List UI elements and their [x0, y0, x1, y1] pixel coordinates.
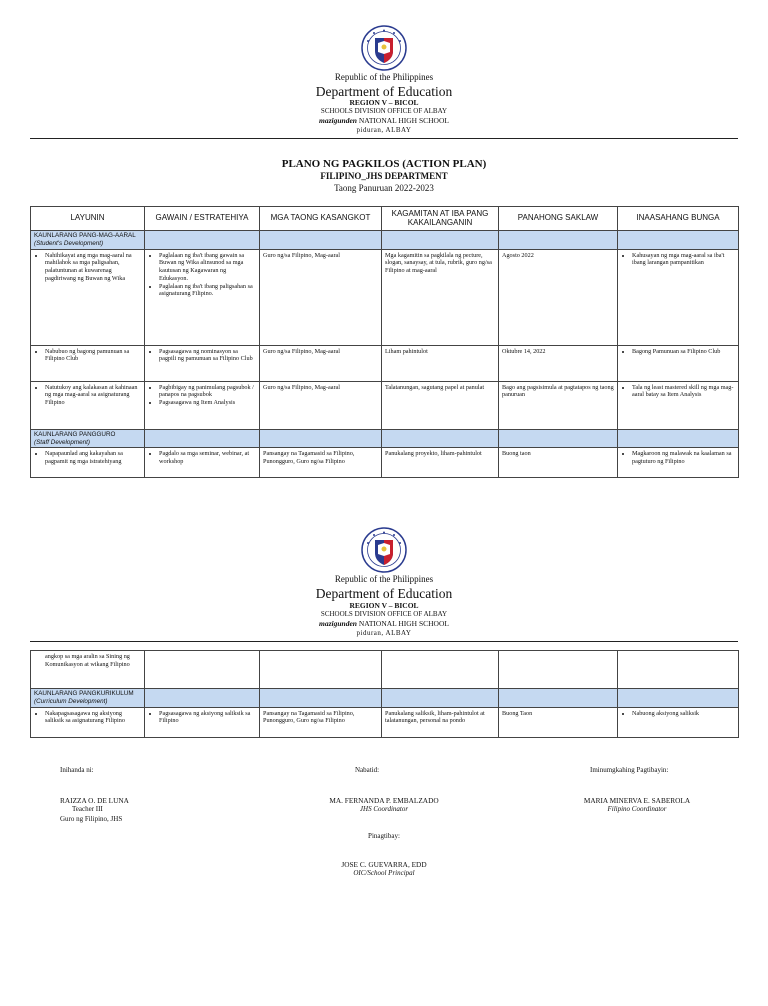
section-subtitle: (Staff Development)	[34, 438, 90, 446]
kagamitan-cell: Panukalang proyekto, liham-pahintulot	[382, 448, 499, 478]
bunga-item: • Tala ng least mastered skill ng mga mag-aaral batay sa Item Analysis	[632, 384, 735, 400]
table-row	[31, 448, 739, 478]
kasangkot-cell: Pansangay na Tagamasid sa Filipino, Punongguro, Guro ng/sa Filipino	[260, 707, 382, 737]
header-divider	[30, 641, 738, 642]
gawain-item: • Pagbibigay ng panimulang pagsubok / panapos na pagsubok	[159, 384, 256, 400]
section-title: KAUNLARANG PANG-MAG-AARAL	[34, 232, 136, 239]
republic-line: Republic of the Philippines	[334, 72, 434, 82]
layunin-item: • Napapaunlad ang kakayahan sa pagpamit ng mga istratehiyang	[45, 450, 141, 466]
department-line: Department of Education	[315, 84, 453, 99]
bunga-item: • Kahusayan ng mga mag-aaral sa iba't ibang larangan pampanitikan	[632, 252, 735, 268]
approved-label: Pinagtibay:	[368, 832, 400, 840]
action-plan-table	[30, 206, 739, 478]
kagamitan-cell: Talatanungan, sagutang papel at panulat	[382, 381, 499, 429]
gawain-item: • Pagsasagawa ng Item Analysis	[159, 399, 256, 407]
prepared-by-label: Inihanda ni:	[60, 766, 94, 774]
school-name: NATIONAL HIGH SCHOOL	[358, 116, 449, 125]
layunin-item: • Natutukoy ang kalakasan at kahinaan ng mga mag-aaral sa asignaturang Filipino	[45, 384, 141, 407]
republic-line: Republic of the Philippines	[334, 574, 434, 584]
column-header: MGA TAONG KASANGKOT	[260, 207, 382, 231]
recommended-block	[552, 796, 722, 815]
section-title: KAUNLARANG PANGGURO	[34, 430, 116, 438]
location-line: piduran, ALBAY	[356, 629, 412, 637]
column-header: KAGAMITAN AT IBA PANG KAKAILANGANIN	[382, 207, 499, 231]
section-subtitle: (Student's Development)	[34, 239, 104, 247]
gawain-item: • Pagsasagawa ng nominasyon sa pagpili ng pamunuan sa Filipino Club	[159, 348, 256, 364]
school-line	[0, 620, 768, 628]
kagamitan-cell: Liham pahintulot	[382, 345, 499, 381]
prepared-by-name: RAIZZA O. DE LUNA	[60, 796, 129, 805]
prepared-by-block	[60, 796, 129, 824]
table-row	[31, 651, 739, 689]
school-prefix: mazigunden	[319, 619, 357, 628]
approved-block	[0, 860, 768, 879]
plan-department: FILIPINO_JHS DEPARTMENT	[320, 171, 448, 181]
school-name: NATIONAL HIGH SCHOOL	[358, 619, 449, 628]
kagamitan-cell: Mga kagamitin sa pagkilala ng pecture, slogan, sanaysay, at tula, rubrik, guro ng/sa Filipino at mag-aaral	[382, 249, 499, 345]
region-line: REGION V – BICOL	[349, 98, 419, 107]
gawain-item: • Paglalaan ng iba't ibang paligsahan sa asignaturang Filipino.	[159, 283, 256, 299]
panahon-cell: Buong taon	[499, 448, 618, 478]
plan-school-year: Taong Panuruan 2022-2023	[334, 183, 434, 193]
panahon-cell: Agosto 2022	[499, 249, 618, 345]
column-header: PANAHONG SAKLAW	[499, 207, 618, 231]
recommended-label: Iminumgkahing Pagtibayin:	[590, 766, 669, 774]
panahon-cell: Oktubre 14, 2022	[499, 345, 618, 381]
table-row	[31, 345, 739, 381]
section-row-curriculum	[31, 689, 739, 708]
department-line: Department of Education	[315, 586, 453, 601]
section-row-student	[31, 231, 739, 250]
section-subtitle: (Curriculum Development)	[34, 697, 108, 705]
section-row-staff	[31, 429, 739, 448]
document-page-2	[0, 490, 768, 1006]
kasangkot-cell: Guro ng/sa Filipino, Mag-aaral	[260, 345, 382, 381]
bunga-item: • Nabuong aksiyong saliksik	[632, 710, 735, 718]
deped-seal-logo	[361, 25, 407, 71]
prepared-by-title: Teacher III	[72, 805, 103, 814]
approved-name: JOSE C. GUEVARRA, EDD	[341, 860, 427, 869]
plan-title: PLANO NG PAGKILOS (ACTION PLAN)	[281, 158, 487, 170]
action-plan-table-continued	[30, 650, 739, 738]
table-row	[31, 381, 739, 429]
kasangkot-cell: Guro ng/sa Filipino, Mag-aaral	[260, 249, 382, 345]
gawain-item: • Paglalaan ng iba't ibang gawain sa Buwan ng Wika alinsunod sa mga kautusan ng Kagawaran ng Edukasyon.	[159, 252, 256, 283]
layunin-item: • Nakapagsasagawa ng aksiyong saliksik sa asignaturang Filipino	[45, 710, 141, 726]
table-header-row	[31, 207, 739, 231]
division-line: SCHOOLS DIVISION OFFICE OF ALBAY	[320, 107, 448, 115]
gawain-item: • Pagdalo sa mga seminar, webinar, at workshop	[159, 450, 256, 466]
checked-by-name: MA. FERNANDA P. EMBALZADO	[329, 796, 439, 805]
table-row	[31, 707, 739, 737]
section-title: KAUNLARANG PANGKURIKULUM	[34, 690, 134, 697]
recommended-title: Filipino Coordinator	[607, 805, 667, 814]
table-row	[31, 249, 739, 345]
layunin-item: • Nabubuo ng bagong pamunuan sa Filipino Club	[45, 348, 141, 364]
kagamitan-cell: Panukalang saliksik, liham-pahintulot at talatanungan, personal na pondo	[382, 707, 499, 737]
location-line: piduran, ALBAY	[356, 126, 412, 134]
checked-by-block	[300, 796, 468, 815]
gawain-item: • Pagsasagawa ng aksiyong saliksik sa Filipino	[159, 710, 256, 726]
document-page-1	[0, 0, 768, 490]
deped-seal-logo	[361, 527, 407, 573]
column-header: GAWAIN / ESTRATEHIYA	[145, 207, 260, 231]
bunga-item: • Bagong Pamunuan sa Filipino Club	[632, 348, 735, 356]
recommended-name: MARIA MINERVA E. SABEROLA	[583, 796, 691, 805]
school-line	[0, 117, 768, 125]
bunga-item: • Magkaroon ng malawak na kaalaman sa pagtuturo ng Filipino	[632, 450, 735, 466]
column-header: INAASAHANG BUNGA	[618, 207, 739, 231]
checked-by-title: JHS Coordinator	[359, 805, 409, 814]
kasangkot-cell: Pansangay na Tagamasid sa Filipino, Punongguro, Guro ng/sa Filipino	[260, 448, 382, 478]
checked-by-label: Nabatid:	[355, 766, 380, 774]
prepared-by-role: Guro ng Filipino, JHS	[60, 814, 123, 823]
header-divider	[30, 138, 738, 139]
column-header: LAYUNIN	[31, 207, 145, 231]
approved-title: OIC/School Principal	[353, 869, 415, 878]
panahon-cell: Bago ang pagsisimula at pagtatapos ng taong panuruan	[499, 381, 618, 429]
kasangkot-cell: Guro ng/sa Filipino, Mag-aaral	[260, 381, 382, 429]
region-line: REGION V – BICOL	[349, 601, 419, 610]
layunin-continuation: angkop sa mga aralin sa Sining ng Komunikasyon at wikang Filipino	[31, 651, 145, 689]
panahon-cell: Buong Taon	[499, 707, 618, 737]
layunin-item: • Nahihikayat ang mga mag-aaral na mahilahok sa mga paligsahan, palatuntunan at kuwarenag pagdiriwang ng Buwan ng Wika	[45, 252, 141, 283]
school-prefix: mazigunden	[319, 116, 357, 125]
division-line: SCHOOLS DIVISION OFFICE OF ALBAY	[320, 610, 448, 618]
